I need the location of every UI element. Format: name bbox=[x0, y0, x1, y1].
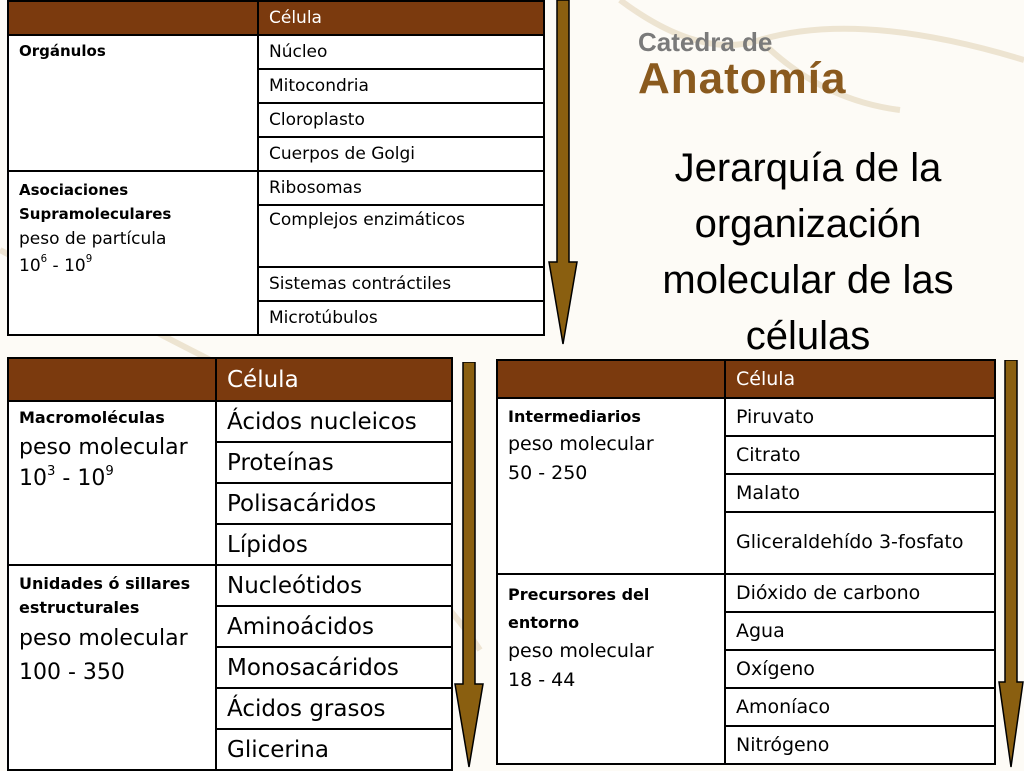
table-cell: Gliceraldehído 3-fosfato bbox=[725, 512, 995, 574]
group-title: Orgánulos bbox=[19, 42, 106, 60]
weight-range: $10^3 - 10^9$ bbox=[19, 464, 114, 491]
table-cell: Cloroplasto bbox=[258, 103, 544, 137]
table-header-empty bbox=[8, 358, 216, 401]
weight-label: peso de partícula bbox=[19, 229, 167, 249]
table-cell: Amoníaco bbox=[725, 688, 995, 726]
table-cell: Aminoácidos bbox=[216, 606, 452, 647]
catedra-logo bbox=[638, 28, 846, 102]
group-label-intermediates bbox=[497, 398, 725, 574]
table-header-empty bbox=[497, 360, 725, 398]
logo-line1: Catedra de bbox=[638, 27, 773, 57]
group-label-precursors bbox=[497, 574, 725, 764]
weight-label: peso molecular bbox=[19, 626, 188, 651]
table-header-cell: Célula bbox=[725, 360, 995, 398]
table-cell: Nitrógeno bbox=[725, 726, 995, 764]
weight-label: peso molecular bbox=[508, 640, 654, 662]
title-line1: Jerarquía de la bbox=[674, 146, 942, 190]
weight-label: peso molecular bbox=[19, 435, 188, 461]
group-label-building-blocks bbox=[8, 565, 216, 770]
weight-range: 50 - 250 bbox=[508, 462, 588, 485]
table-cell: Piruvato bbox=[725, 398, 995, 436]
table-cell: Glicerina bbox=[216, 729, 452, 770]
table-cell: Malato bbox=[725, 474, 995, 512]
table-intermediates bbox=[496, 359, 996, 765]
table-cell: Agua bbox=[725, 612, 995, 650]
table-cell: Ácidos grasos bbox=[216, 688, 452, 729]
table-cell: Dióxido de carbono bbox=[725, 574, 995, 612]
group-title: Macromoléculas bbox=[19, 408, 165, 427]
table-macromolecules bbox=[7, 357, 453, 771]
table-header-cell: Célula bbox=[216, 358, 452, 401]
table-cell: Sistemas contráctiles bbox=[258, 267, 544, 301]
table-cell: Microtúbulos bbox=[258, 301, 544, 335]
table-header-empty bbox=[8, 1, 258, 35]
table-organelles bbox=[7, 0, 545, 336]
table-cell: Mitocondria bbox=[258, 69, 544, 103]
down-arrow-icon bbox=[998, 360, 1024, 768]
table-cell: Ácidos nucleicos bbox=[216, 401, 452, 442]
group-title: Precursores del bbox=[508, 585, 650, 604]
table-cell: Monosacáridos bbox=[216, 647, 452, 688]
down-arrow-icon bbox=[548, 0, 578, 346]
group-title: Asociaciones bbox=[19, 181, 129, 199]
table-cell: Polisacáridos bbox=[216, 483, 452, 524]
table-cell: Ribosomas bbox=[258, 171, 544, 205]
table-cell: Complejos enzimáticos bbox=[258, 205, 544, 267]
down-arrow-icon bbox=[454, 362, 484, 768]
slide-title bbox=[618, 140, 998, 364]
table-cell: Citrato bbox=[725, 436, 995, 474]
group-title: Intermediarios bbox=[508, 407, 641, 426]
group-title: Unidades ó sillares estructurales bbox=[19, 574, 191, 617]
table-cell: Cuerpos de Golgi bbox=[258, 137, 544, 171]
group-label-macromolecules bbox=[8, 401, 216, 565]
table-cell: Nucleótidos bbox=[216, 565, 452, 606]
table-header-cell: Célula bbox=[258, 1, 544, 35]
weight-range: 18 - 44 bbox=[508, 668, 576, 691]
title-line3: molecular de las bbox=[662, 258, 954, 302]
group-title: Supramoleculares bbox=[19, 205, 172, 223]
table-cell: Lípidos bbox=[216, 524, 452, 565]
weight-range: $10^6 - 10^9$ bbox=[19, 254, 93, 277]
logo-line2: Anatomía bbox=[638, 54, 847, 103]
title-line2: organización bbox=[694, 202, 922, 246]
weight-label: peso molecular bbox=[508, 432, 654, 455]
group-label-organelles bbox=[8, 35, 258, 171]
table-cell: Oxígeno bbox=[725, 650, 995, 688]
group-label-supramolecular bbox=[8, 171, 258, 335]
group-title: entorno bbox=[508, 613, 580, 632]
table-cell: Proteínas bbox=[216, 442, 452, 483]
weight-range: 100 - 350 bbox=[19, 660, 125, 686]
table-cell: Núcleo bbox=[258, 35, 544, 69]
title-line4: células bbox=[745, 314, 871, 358]
